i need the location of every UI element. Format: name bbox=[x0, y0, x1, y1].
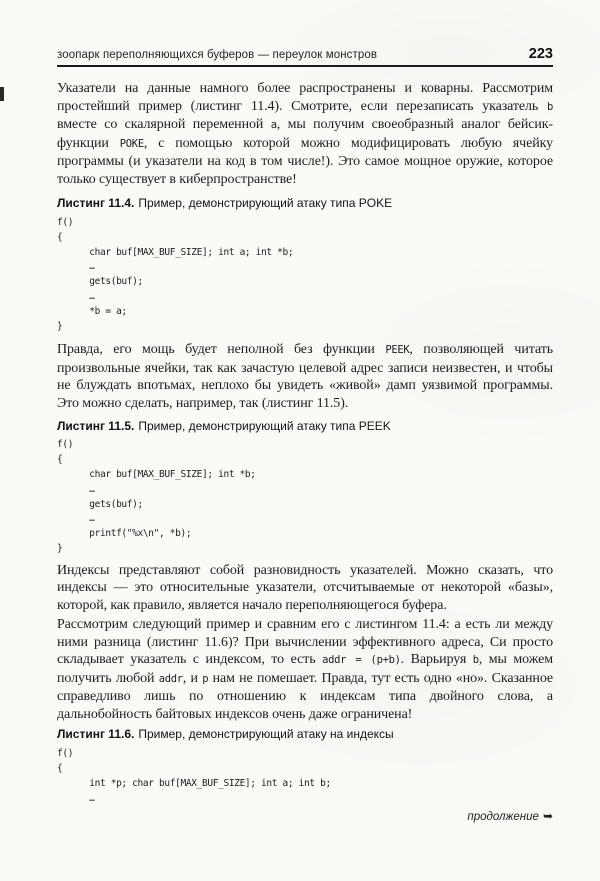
paragraph-pointers bbox=[57, 80, 553, 188]
code-line: gets(buf); bbox=[57, 498, 143, 510]
code-line: … bbox=[57, 290, 95, 302]
code-line: f() bbox=[57, 439, 74, 451]
code-line: } bbox=[57, 320, 63, 332]
listing-heading-11-6 bbox=[57, 727, 553, 741]
code-block-11-6 bbox=[57, 747, 553, 806]
code-line: … bbox=[57, 261, 95, 273]
body-text: , мы можем получить любой bbox=[57, 652, 553, 686]
inline-code: POKE bbox=[119, 137, 144, 150]
code-line: { bbox=[57, 231, 63, 243]
header-rule bbox=[57, 65, 553, 67]
paragraph-index-compare bbox=[57, 616, 553, 723]
inline-code: b bbox=[472, 654, 479, 667]
body-text: , мы получим своеобразный аналог бейсик-функции bbox=[57, 117, 553, 151]
code-line: } bbox=[57, 542, 63, 554]
code-line: *b = a; bbox=[57, 305, 127, 317]
body-text: , и bbox=[182, 670, 203, 686]
listing-caption: Пример, демонстрирующий атаку типа PEEK bbox=[138, 419, 391, 434]
listing-label: Листинг 11.6. bbox=[57, 727, 135, 742]
code-block-11-5 bbox=[57, 438, 553, 556]
code-line: printf("%x\n", *b); bbox=[57, 528, 192, 540]
inline-code: b bbox=[546, 100, 553, 113]
body-text: вместе со скалярной переменной bbox=[57, 117, 271, 132]
code-line: gets(buf); bbox=[57, 276, 143, 288]
code-line: char buf[MAX_BUF_SIZE]; int *b; bbox=[57, 468, 256, 480]
inline-code: addr bbox=[158, 672, 183, 685]
code-block-11-4 bbox=[57, 216, 553, 334]
page-number: 223 bbox=[528, 46, 553, 62]
code-line: f() bbox=[57, 217, 74, 228]
page-header bbox=[57, 46, 553, 62]
body-text: Правда, его мощь будет неполной без функции bbox=[57, 342, 386, 358]
paragraph-indexes bbox=[57, 562, 553, 615]
listing-caption: Пример, демонстрирующий атаку типа POKE bbox=[138, 196, 393, 210]
body-text: Указатели на данные намного более распространены и коварны. Рассмотрим простейший пример (листинг 11.4). Смотрите, если перезаписать указатель bbox=[57, 81, 553, 114]
code-line: { bbox=[57, 454, 63, 466]
inline-code: a bbox=[270, 119, 277, 131]
code-line: int *p; char buf[MAX_BUF_SIZE]; int a; int b; bbox=[57, 777, 331, 789]
inline-code: p bbox=[202, 672, 209, 685]
listing-heading-11-4 bbox=[57, 196, 553, 210]
body-text: , с помощью которой можно модифицировать любую ячейку программы (и указатели на код в том числе!). Это самое мощное оружие, которое только существует в киберпространстве! bbox=[57, 135, 553, 187]
listing-label: Листинг 11.5. bbox=[57, 419, 135, 434]
continuation-note bbox=[57, 809, 553, 823]
body-text: Индексы представляют собой разновидность указателей. Можно сказать, что индексы — это относительные указатели, отсчитываемые от некоторой «базы», которой, как правило, является начало переполняющегося буфера. bbox=[57, 562, 553, 613]
page-turn-icon: ➥ bbox=[542, 809, 553, 824]
body-text: , позволяющей читать произвольные ячейки, так как зачастую целевой адрес записи неизвестен, и чтобы не блуждать впотьмах, неплохо бы увидеть «живой» дамп уязвимой программы. Это можно сделать, например, так (листинг 11.5). bbox=[57, 342, 553, 411]
inline-code: addr = (p+b) bbox=[322, 654, 401, 667]
code-line: char buf[MAX_BUF_SIZE]; int a; int *b; bbox=[57, 246, 294, 258]
continuation-label: продолжение bbox=[467, 811, 539, 824]
running-title: зоопарк переполняющихся буферов — переулок монстров bbox=[57, 49, 378, 61]
code-line: … bbox=[57, 792, 95, 804]
listing-heading-11-5 bbox=[57, 419, 553, 433]
paragraph-peek bbox=[57, 341, 553, 412]
body-text: . Варьируя bbox=[400, 652, 473, 668]
body-text: нам не помешает. Правда, тут есть одно «но». Сказанное справедливо лишь по отношению к индексам типа двойного слова, а дальнобойность байтовых индексов очень даже ограничена! bbox=[57, 670, 554, 722]
code-line: … bbox=[57, 513, 95, 525]
listing-caption: Пример, демонстрирующий атаку на индексы bbox=[138, 727, 394, 742]
code-line: … bbox=[57, 483, 95, 495]
scan-edge-artifact bbox=[0, 87, 4, 101]
code-line: f() bbox=[57, 748, 74, 760]
inline-code: PEEK bbox=[385, 344, 410, 357]
listing-label: Листинг 11.4. bbox=[57, 196, 135, 210]
body-text: Рассмотрим следующий пример и сравним его с листингом 11.4: а есть ли между ними разница (листинг 11.6)? При вычислении эффективного адреса, Си просто складывает указатель с индексом, то есть bbox=[57, 617, 553, 668]
code-line: { bbox=[57, 763, 63, 775]
